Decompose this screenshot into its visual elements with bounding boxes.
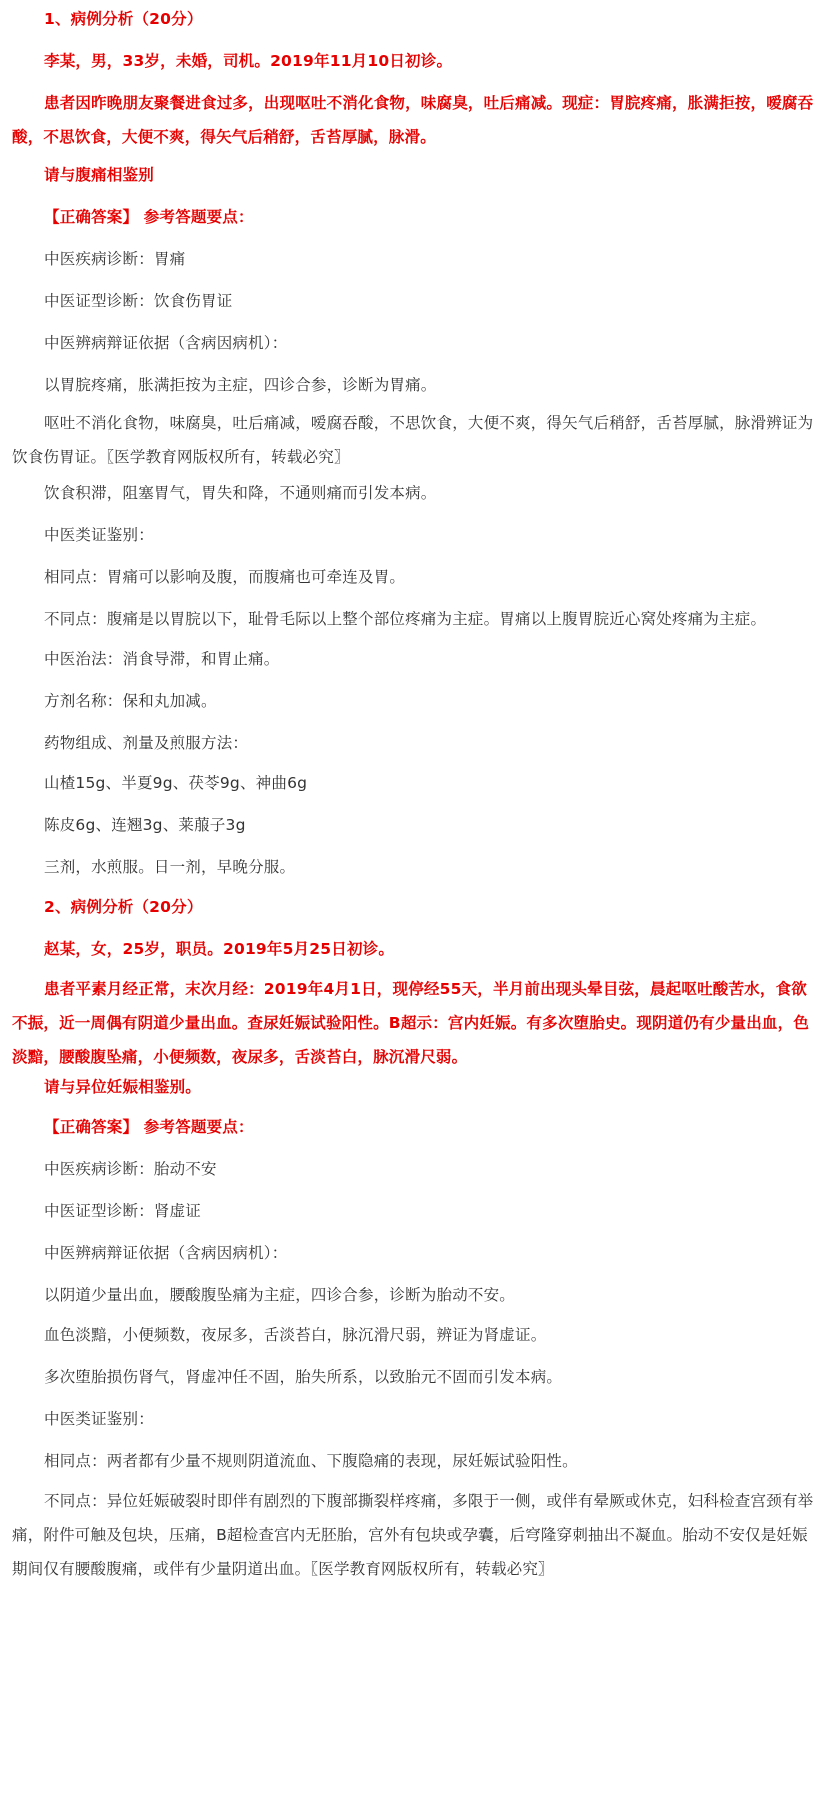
case2-line: 相同点：两者都有少量不规则阴道流血、下腹隐痛的表现，尿妊娠试验阳性。 [44, 1452, 578, 1470]
case2-heading: 2、病例分析（20分） [44, 898, 203, 916]
case2-line: 不同点：异位妊娠破裂时即伴有剧烈的下腹部撕裂样疼痛，多限于一侧，或伴有晕厥或休克，妇科检查宫颈有举痛，附件可触及包块，压痛，B超检查宫内无胚胎，宫外有包块或孕囊，后穹隆穿刺抽出不凝血。胎动不安仅是妊娠期间仅有腰酸腹痛，或伴有少量阴道出血。〖医学教育网版权所有，转载必究〗 [12, 1492, 814, 1578]
case2-line: 血色淡黯，小便频数，夜尿多，舌淡苔白，脉沉滑尺弱，辨证为肾虚证。 [44, 1326, 547, 1344]
case2-line: 中医证型诊断：肾虚证 [44, 1202, 202, 1220]
case1-line: 中医证型诊断：饮食伤胃证 [44, 292, 233, 310]
case1-line: 三剂，水煎服。日一剂，早晚分服。 [44, 858, 296, 876]
case2-line: 中医疾病诊断：胎动不安 [44, 1160, 217, 1178]
case1-line: 饮食积滞，阻塞胃气，胃失和降，不通则痛而引发本病。 [44, 484, 437, 502]
case1-answer-label: 【正确答案】 参考答题要点： [44, 208, 254, 226]
case1-line: 相同点：胃痛可以影响及腹，而腹痛也可牵连及胃。 [44, 568, 406, 586]
case2-line: 中医类证鉴别： [44, 1410, 154, 1428]
case2-line: 多次堕胎损伤肾气，肾虚冲任不固，胎失所系，以致胎元不固而引发本病。 [44, 1368, 563, 1386]
case1-patient: 李某，男，33岁，未婚，司机。2019年11月10日初诊。 [44, 52, 453, 70]
case2-line: 中医辨病辩证依据（含病因病机）： [44, 1244, 288, 1262]
case1-line: 中医类证鉴别： [44, 526, 154, 544]
case1-line: 药物组成、剂量及煎服方法： [44, 734, 249, 752]
case1-question: 请与腹痛相鉴别 [44, 166, 154, 184]
case1-line: 陈皮6g、连翘3g、莱菔子3g [44, 816, 246, 834]
case1-line: 中医疾病诊断：胃痛 [44, 250, 186, 268]
case2-question: 请与异位妊娠相鉴别。 [44, 1078, 202, 1096]
case1-history: 患者因昨晚朋友聚餐进食过多，出现呕吐不消化食物，味腐臭，吐后痛减。现症：胃脘疼痛，胀满拒按，嗳腐吞酸，不思饮食，大便不爽，得矢气后稍舒，舌苔厚腻，脉滑。 [12, 94, 814, 146]
case2-answer-label: 【正确答案】 参考答题要点： [44, 1118, 254, 1136]
case1-line: 不同点：腹痛是以胃脘以下，耻骨毛际以上整个部位疼痛为主症。胃痛以上腹胃脘近心窝处疼痛为主症。 [44, 610, 767, 628]
case1-line: 山楂15g、半夏9g、茯苓9g、神曲6g [44, 774, 308, 792]
case1-heading: 1、病例分析（20分） [44, 10, 203, 28]
case1-line: 呕吐不消化食物，味腐臭，吐后痛减，嗳腐吞酸，不思饮食，大便不爽，得矢气后稍舒，舌苔厚腻，脉滑辨证为饮食伤胃证。〖医学教育网版权所有，转载必究〗 [12, 414, 814, 466]
case2-history: 患者平素月经正常，末次月经：2019年4月1日，现停经55天，半月前出现头晕目弦，晨起呕吐酸苦水，食欲不振，近一周偶有阴道少量出血。查尿妊娠试验阳性。B超示：宫内妊娠。有多次堕胎史。现阴道仍有少量出血，色淡黯，腰酸腹坠痛，小便频数，夜尿多，舌淡苔白，脉沉滑尺弱。 [12, 980, 810, 1066]
case1-line: 中医治法：消食导滞，和胃止痛。 [44, 650, 280, 668]
case1-line: 以胃脘疼痛，胀满拒按为主症，四诊合参，诊断为胃痛。 [44, 376, 437, 394]
case2-patient: 赵某，女，25岁，职员。2019年5月25日初诊。 [44, 940, 395, 958]
case1-line: 方剂名称：保和丸加减。 [44, 692, 217, 710]
case1-line: 中医辨病辩证依据（含病因病机）： [44, 334, 288, 352]
case2-line: 以阴道少量出血，腰酸腹坠痛为主症，四诊合参，诊断为胎动不安。 [44, 1286, 516, 1304]
